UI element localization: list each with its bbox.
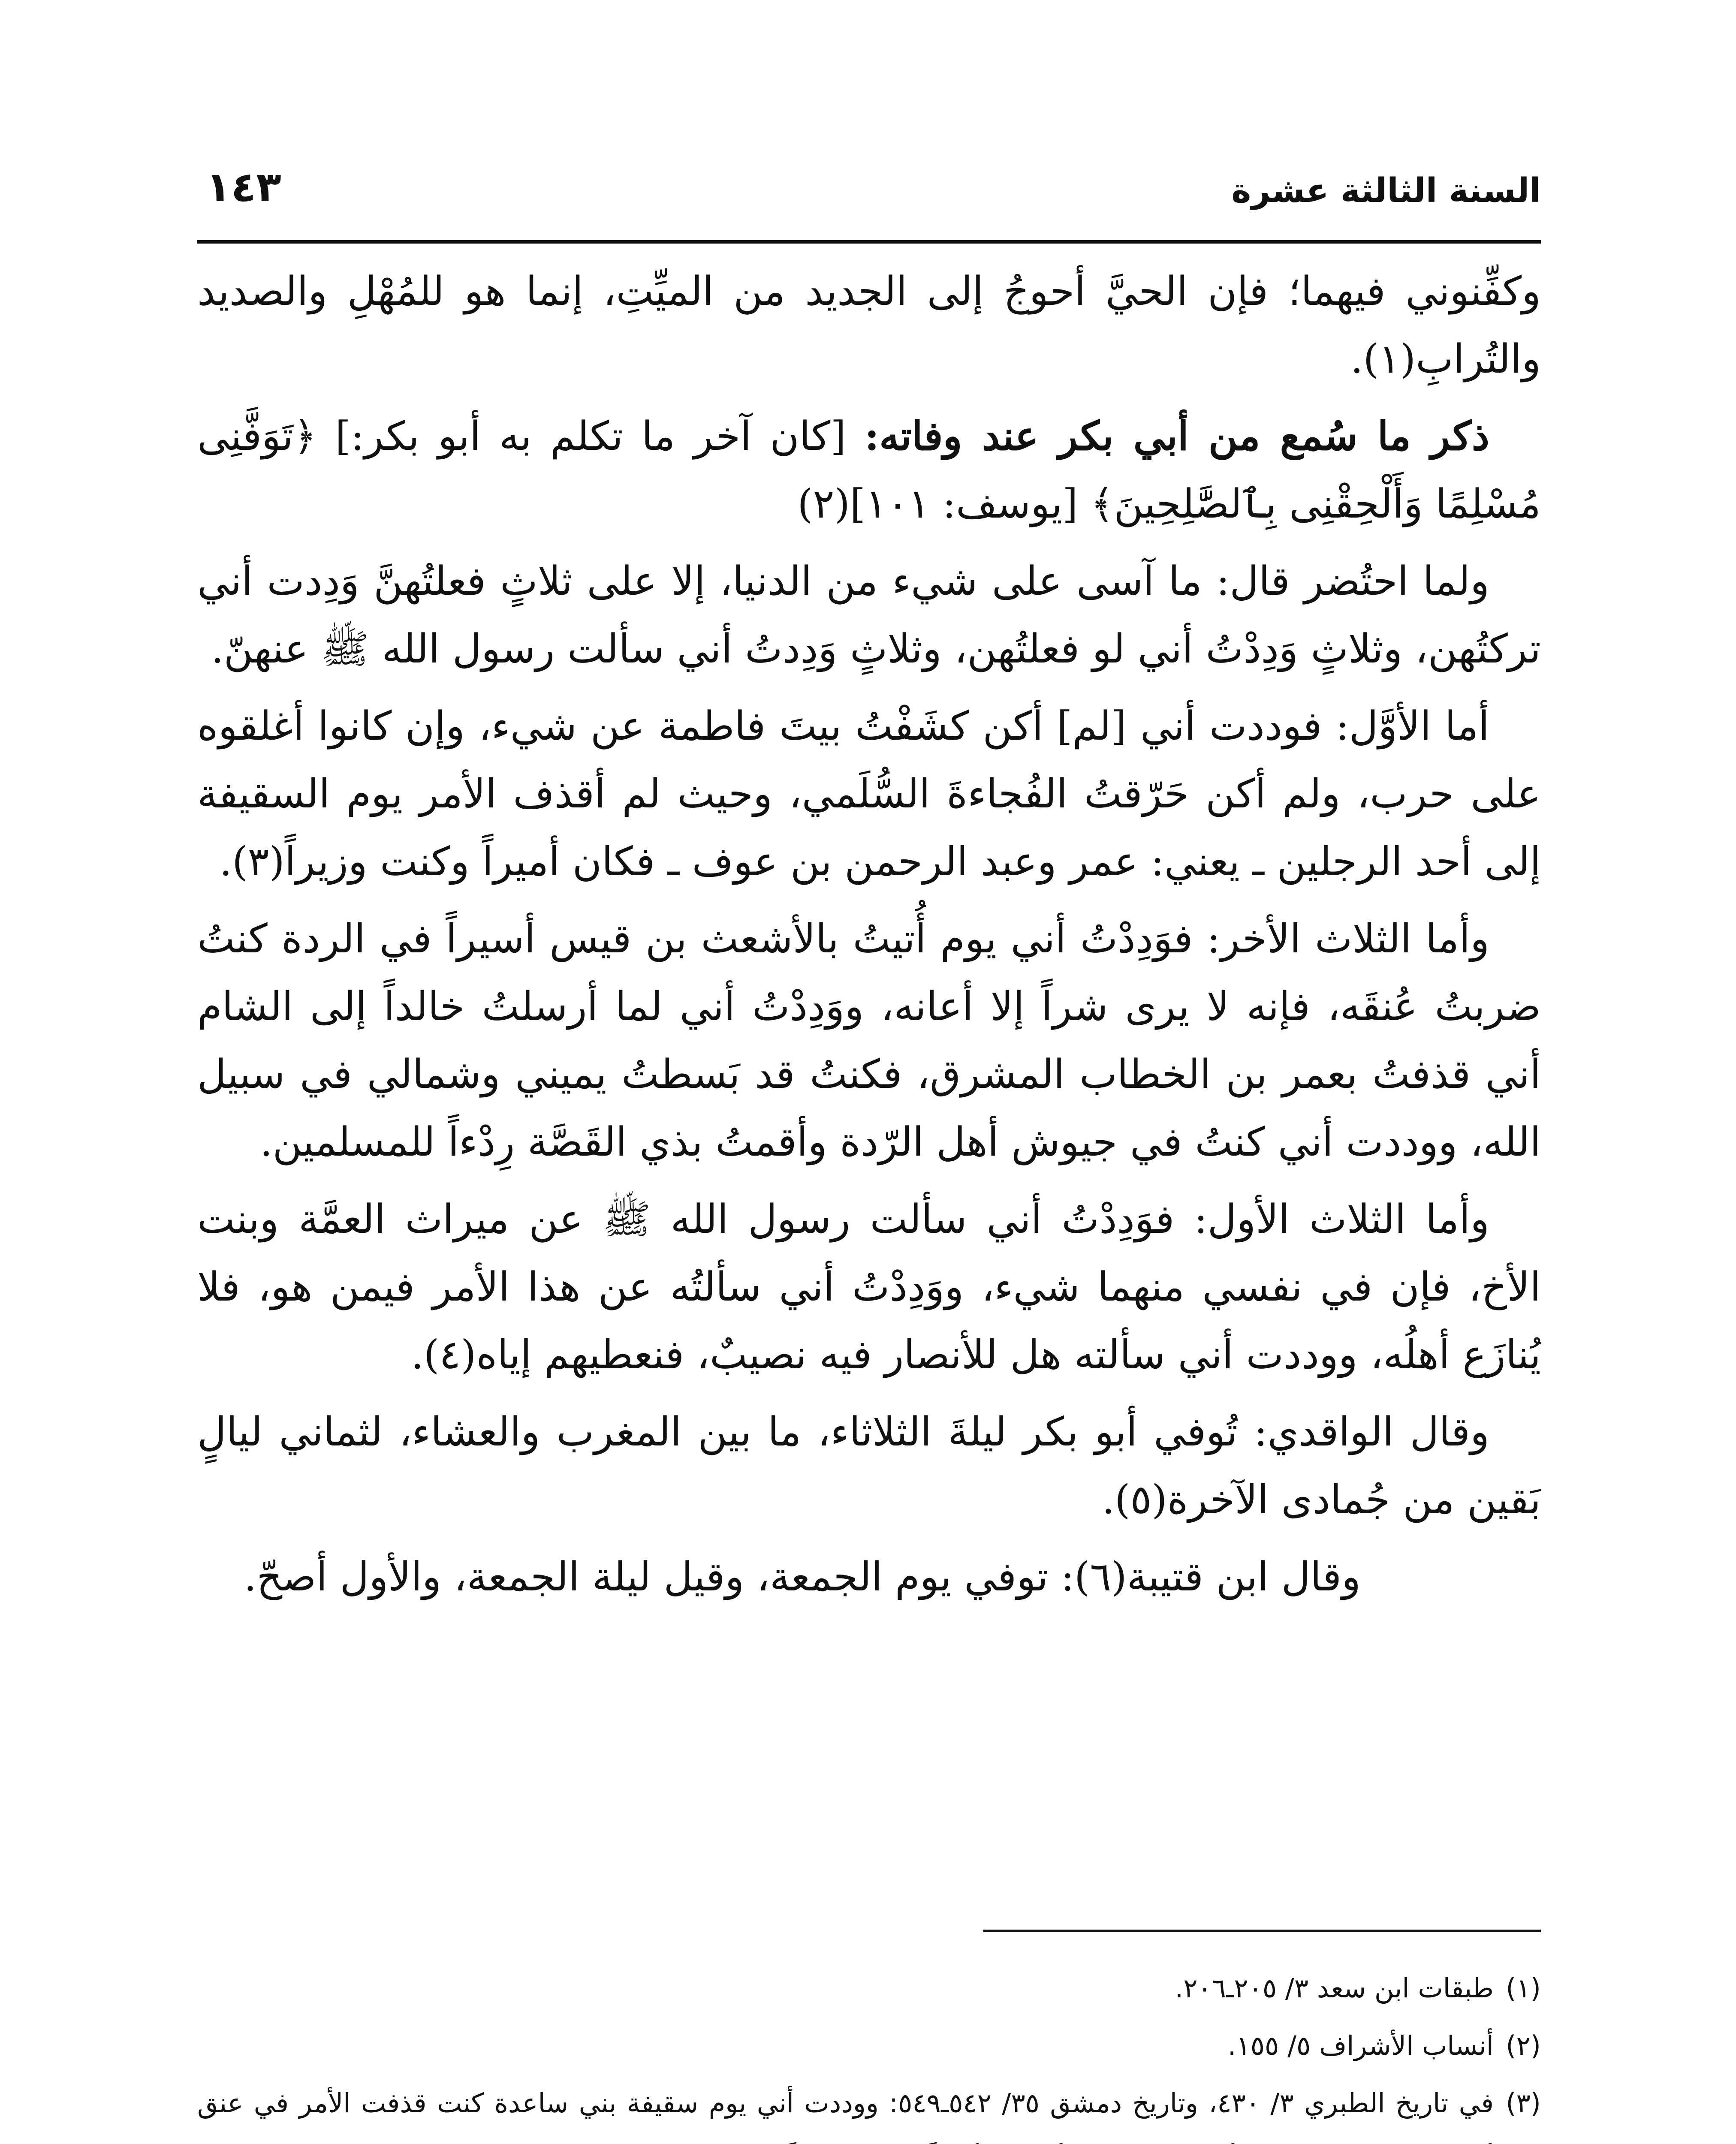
paragraph-7: وقال الواقدي: تُوفي أبو بكر ليلةَ الثلاثاء، ما بين المغرب والعشاء، لثماني ليالٍ بَقين من جُمادى الآخرة(٥). (197, 1409, 1541, 1523)
paragraph-2 (197, 402, 1541, 538)
body-text (197, 257, 1541, 1620)
paragraph-1: وكفِّنوني فيهما؛ فإن الحيَّ أحوجُ إلى الجديد من الميِّتِ، إنما هو للمُهْلِ والصديد والتُرابِ(١). (197, 268, 1541, 382)
paragraph-4: أما الأوَّل: فوددت أني [لم] أكن كشَفْتُ بيتَ فاطمة عن شيء، وإن كانوا أغلقوه على حرب، ولم أكن حَرّقتُ الفُجاءةَ السُّلَمي، وحيث لم أقذف الأمر يوم السقيفة إلى أحد الرجلين ـ يعني: عمر وعبد الرحمن بن عوف ـ فكان أميراً وكنت وزيراً(٣). (197, 703, 1541, 885)
header-rule (197, 240, 1541, 244)
footnote-text: طبقات ابن سعد ٣/ ٢٠٥ـ٢٠٦. (1175, 1972, 1494, 2004)
section-heading: ذكر ما سُمع من أبي بكر عند وفاته: (864, 413, 1489, 459)
footnote (197, 2075, 1541, 2144)
footnote (197, 2017, 1541, 2075)
page-number: ١٤٣ (206, 163, 281, 211)
footnote (197, 1960, 1541, 2017)
footnote-number: (٢) (1506, 2030, 1541, 2061)
paragraph-3: ولما احتُضر قال: ما آسى على شيء من الدنيا، إلا على ثلاثٍ فعلتُهنَّ وَدِدت أني تركتُهن، وثلاثٍ وَدِدْتُ أني لو فعلتُهن، وثلاثٍ وَدِدتُ أني سألت رسول الله ﷺ عنهنّ. (197, 558, 1541, 672)
running-title: السنة الثالثة عشرة (1231, 172, 1541, 210)
paragraph-6: وأما الثلاث الأول: فوَدِدْتُ أني سألت رسول الله ﷺ عن ميراث العمَّة وبنت الأخ، فإن في نفسي منهما شيء، ووَدِدْتُ أني سألتُه عن هذا الأمر فيمن هو، فلا يُنازَع أهلُه، ووددت أني سألته هل للأنصار فيه نصيبٌ، فنعطيهم إياه(٤). (197, 1196, 1541, 1378)
footnote-text: أنساب الأشراف ٥/ ١٥٥. (1227, 2030, 1494, 2061)
footnote-rule (983, 1930, 1541, 1932)
footnotes (197, 1960, 1541, 2144)
page-header (197, 159, 1541, 232)
footnote-number: (٣) (1506, 2087, 1541, 2119)
paragraph-2-text: [كان آخر ما تكلم به أبو بكر:] ﴿تَوَفَّنِى مُسْلِمًا وَأَلْحِقْنِى بِٱلصَّٰلِحِينَ﴾ [يوسف: ١٠١](٢) (197, 413, 1541, 527)
footnote-text: في تاريخ الطبري ٣/ ٤٣٠، وتاريخ دمشق ٣٥/ ٥٤٢ـ٥٤٩: ووددت أني يوم سقيفة بني ساعدة كنت قذفت الأمر في عنق (197, 2087, 1494, 2119)
footnote-number: (١) (1506, 1972, 1541, 2004)
paragraph-8: وقال ابن قتيبة(٦): توفي يوم الجمعة، وقيل ليلة الجمعة، والأول أصحّ. (244, 1554, 1361, 1600)
paragraph-5: وأما الثلاث الأخر: فوَدِدْتُ أني يوم أُتيتُ بالأشعث بن قيس أسيراً في الردة كنتُ ضربتُ عُنقَه، فإنه لا يرى شراً إلا أعانه، ووَدِدْتُ أني لما أرسلتُ خالداً إلى الشام أني قذفتُ بعمر بن الخطاب المشرق، فكنتُ قد بَسطتُ يميني وشمالي في سبيل الله، ووددت أني كنتُ في جيوش أهل الرّدة وأقمتُ بذي القَصَّة رِدْءاً للمسلمين. (197, 915, 1541, 1165)
